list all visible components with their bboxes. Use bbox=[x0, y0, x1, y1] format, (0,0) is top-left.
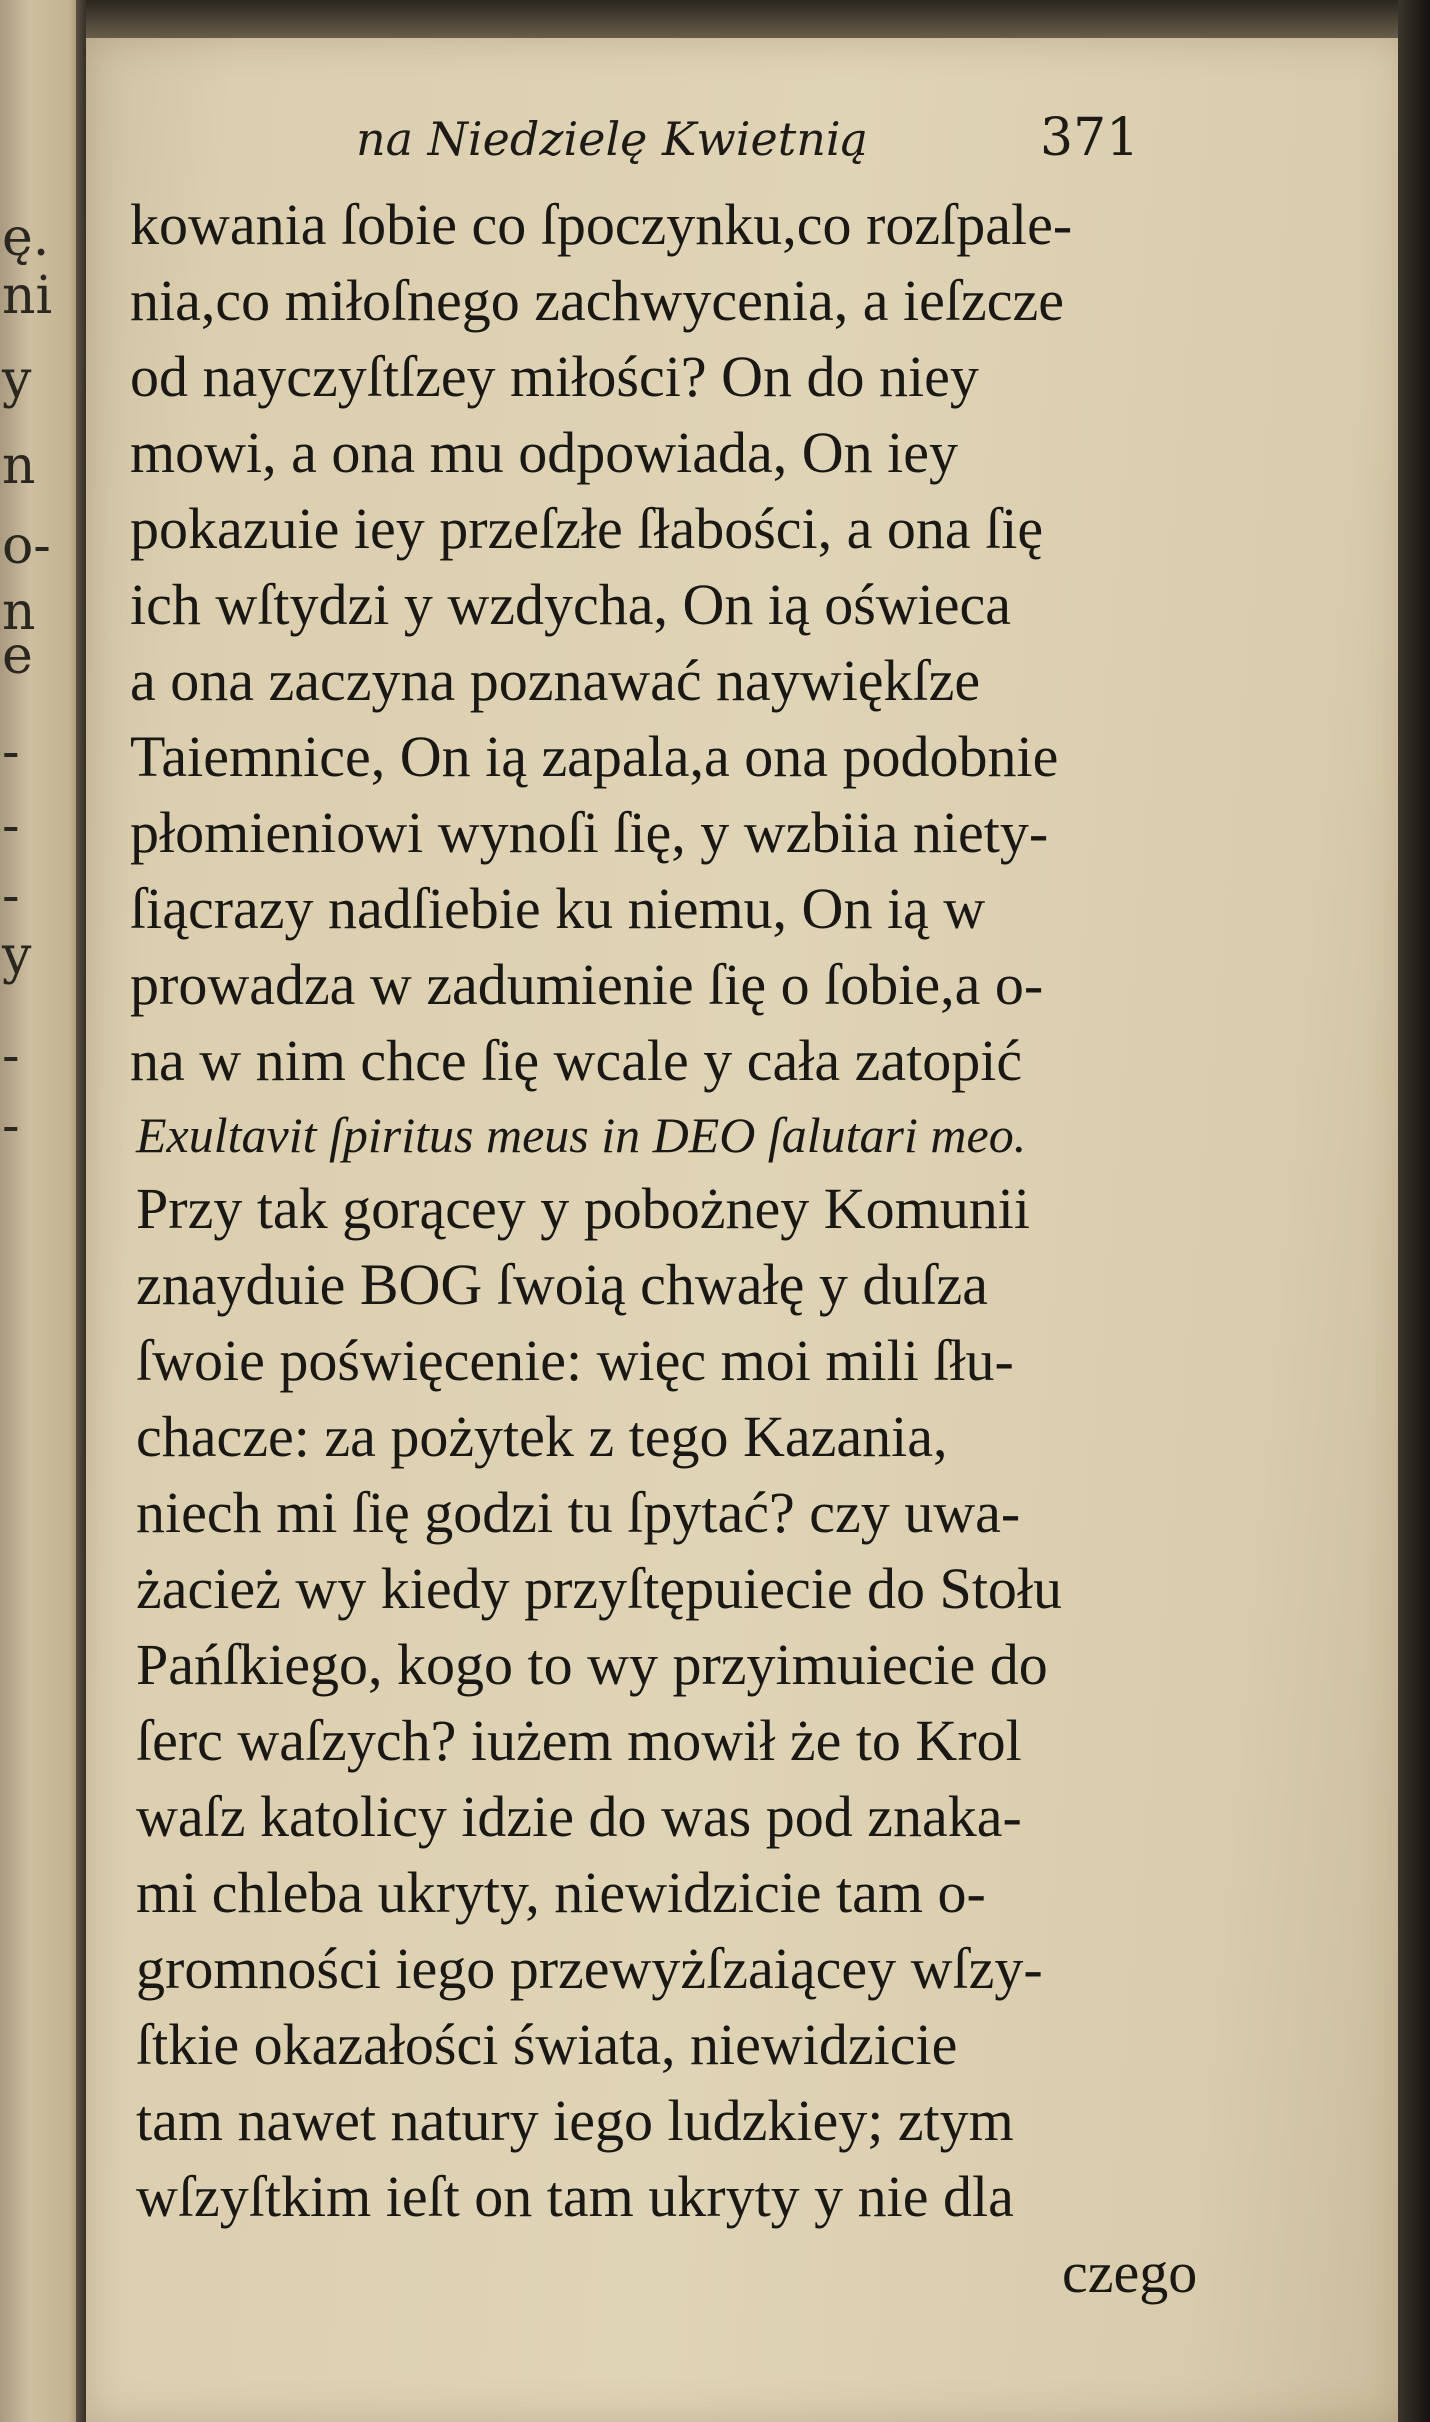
facing-page-fragment: ę. bbox=[2, 208, 50, 268]
running-head: na Niedzielę Kwietnią bbox=[356, 112, 868, 166]
text-line: ſtkie okazałości świata, niewidzicie bbox=[136, 2012, 958, 2077]
text-line: prowadza w zadumienie ſię o ſobie,a o- bbox=[130, 952, 1044, 1017]
text-line: ſiącrazy nadſiebie ku niemu, On ią w bbox=[130, 876, 986, 941]
text-line: niech mi ſię godzi tu ſpytać? czy uwa- bbox=[136, 1480, 1021, 1545]
text-line: gromności iego przewyżſzaiącey wſzy- bbox=[136, 1936, 1043, 2001]
text-line: waſz katolicy idzie do was pod znaka- bbox=[136, 1784, 1022, 1849]
text-line: ich wſtydzi y wzdycha, On ią oświeca bbox=[130, 572, 1011, 637]
facing-page-fragment: - bbox=[2, 866, 20, 926]
latin-quotation: Exultavit ſpiritus meus in DEO ſalutari meo. bbox=[136, 1107, 1027, 1163]
text-line: ſerc waſzych? iużem mowił że to Krol bbox=[136, 1708, 1022, 1773]
facing-page-strip bbox=[0, 0, 86, 2422]
facing-page-fragment: y bbox=[2, 926, 32, 986]
facing-page-fragment: - bbox=[2, 1026, 20, 1086]
facing-page-fragment: e bbox=[2, 626, 33, 686]
text-line: tam nawet natury iego ludzkiey; ztym bbox=[136, 2088, 1014, 2153]
text-line: mi chleba ukryty, niewidzicie tam o- bbox=[136, 1860, 986, 1925]
text-line: na w nim chce ſię wcale y cała zatopić bbox=[130, 1028, 1023, 1093]
facing-page-fragment: - bbox=[2, 722, 20, 782]
text-line: znayduie BOG ſwoią chwałę y duſza bbox=[136, 1252, 988, 1317]
facing-page-fragment: o- bbox=[2, 516, 51, 576]
top-edge-shadow bbox=[86, 0, 1406, 40]
facing-page-fragment: n bbox=[2, 436, 36, 496]
text-line: ſwoie poświęcenie: więc moi mili ſłu- bbox=[136, 1328, 1014, 1393]
text-line: nia,co miłoſnego zachwycenia, a ieſzcze bbox=[130, 268, 1064, 333]
text-line: Pańſkiego, kogo to wy przyimuiecie do bbox=[136, 1632, 1048, 1697]
text-line: Taiemnice, On ią zapala,a ona podobnie bbox=[130, 724, 1059, 789]
text-line: kowania ſobie co ſpoczynku,co rozſpale- bbox=[130, 192, 1073, 257]
text-line: chacze: za pożytek z tego Kazania, bbox=[136, 1404, 948, 1469]
facing-page-fragment: ni bbox=[2, 266, 53, 326]
text-line: płomieniowi wynoſi ſię, y wzbiia niety- bbox=[130, 800, 1049, 865]
right-edge-shadow bbox=[1398, 0, 1430, 2422]
facing-page-fragment: n bbox=[2, 582, 36, 642]
text-line: Przy tak gorącey y pobożney Komunii bbox=[136, 1176, 1030, 1241]
facing-page-fragment: - bbox=[2, 1096, 20, 1156]
text-line: a ona zaczyna poznawać naywiękſze bbox=[130, 648, 981, 713]
text-line: pokazuie iey przeſzłe ſłabości, a ona ſię bbox=[130, 496, 1044, 561]
catchword: czego bbox=[1062, 2240, 1198, 2305]
text-line: mowi, a ona mu odpowiada, On iey bbox=[130, 420, 958, 485]
page-number: 371 bbox=[1040, 108, 1140, 168]
facing-page-fragment: y bbox=[2, 350, 32, 410]
text-line: wſzyſtkim ieſt on tam ukryty y nie dla bbox=[136, 2164, 1014, 2229]
facing-page-fragment: - bbox=[2, 796, 20, 856]
text-line: od nayczyſtſzey miłości? On do niey bbox=[130, 344, 979, 409]
text-line: żacież wy kiedy przyſtępuiecie do Stołu bbox=[136, 1556, 1063, 1621]
